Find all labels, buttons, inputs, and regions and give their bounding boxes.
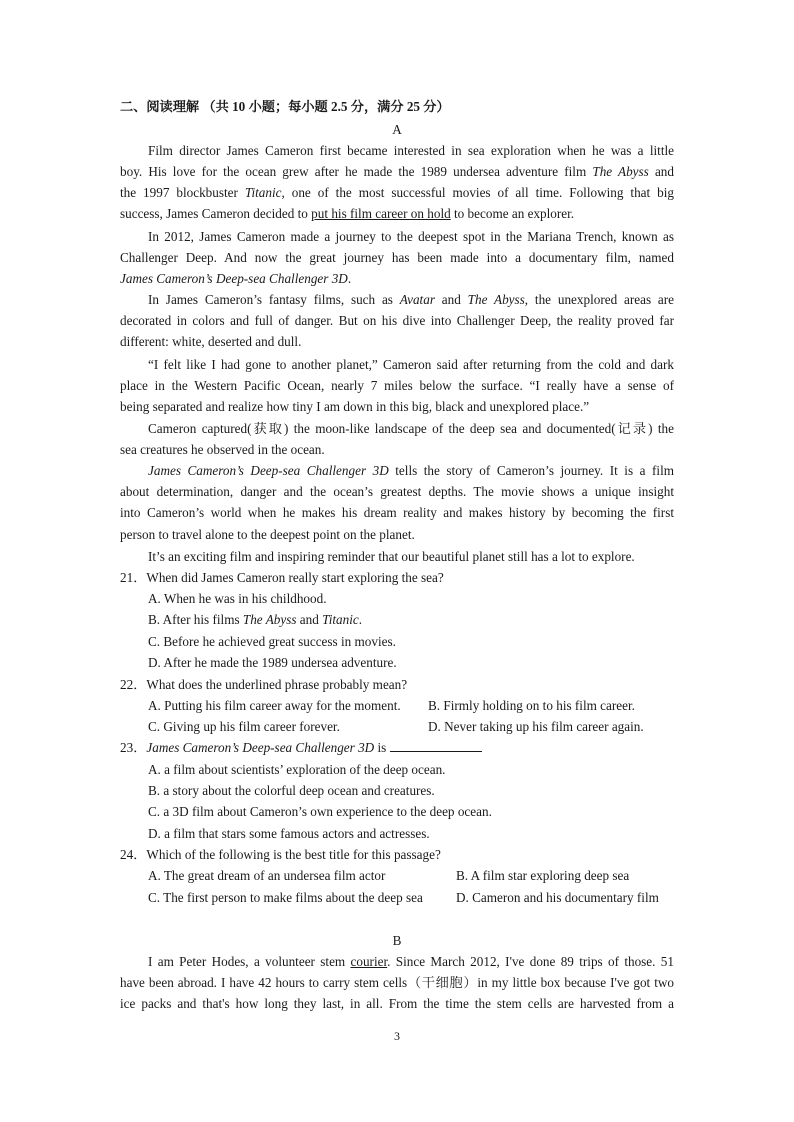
passage-a-p3-line2: decorated in colors and full of danger. But on his dive into Challenger Deep, the reality proved far [120,313,674,328]
question-23-option-d[interactable]: D. a film that stars some famous actors and actresses. [148,826,430,841]
question-24-option-c[interactable]: C. The first person to make films about the deep sea [148,890,423,905]
question-23-stem: 23．James Cameron’s Deep-sea Challenger 3D is [120,738,482,758]
passage-a-p4-line2: place in the Western Pacific Ocean, nearly 7 miles below the surface. “I really have a sense of [120,378,674,393]
underlined-phrase: put his film career on hold [311,206,451,221]
answer-blank[interactable] [390,739,482,752]
passage-a-p5-line1: Cameron captured(获取) the moon-like landscape of the deep sea and documented(记录) the [148,421,674,436]
question-24-stem: 24．Which of the following is the best title for this passage? [120,847,441,862]
passage-a-p2-line2: Challenger Deep. And now the great journey has been made into a documentary film, named [120,250,674,265]
question-22-option-b[interactable]: B. Firmly holding on to his film career. [428,698,635,713]
passage-a-p6-line2: about determination, danger and the ocean’s greatest depths. The movie shows a unique insight [120,484,674,499]
passage-a-p7: It’s an exciting film and inspiring reminder that our beautiful planet still has a lot to explore. [148,549,635,564]
question-23-option-a[interactable]: A. a film about scientists’ exploration of the deep ocean. [148,762,446,777]
question-22-option-a[interactable]: A. Putting his film career away for the moment. [148,698,401,713]
passage-a-p1-line2: boy. His love for the ocean grew after he made the 1989 undersea adventure film The Abyss and [120,164,674,179]
passage-a-p3-line3: different: white, deserted and dull. [120,334,302,349]
question-24-option-a[interactable]: A. The great dream of an undersea film actor [148,868,386,883]
question-24-option-d[interactable]: D. Cameron and his documentary film [456,890,659,905]
passage-b-line1: I am Peter Hodes, a volunteer stem courier. Since March 2012, I've done 89 trips of those. 51 [148,954,674,969]
passage-b-line3: ice packs and that's how long they last, in all. From the time the stem cells are harvested from a [120,996,674,1011]
page-number: 3 [394,1029,400,1043]
passage-a-p4-line3: being separated and realize how tiny I am down in this big, black and unexplored place.” [120,399,590,414]
passage-a-p4-line1: “I felt like I had gone to another planet,” Cameron said after returning from the cold and dark [148,357,674,372]
passage-a-p2-line1: In 2012, James Cameron made a journey to the deepest spot in the Mariana Trench, known as [148,229,674,244]
question-23-option-b[interactable]: B. a story about the colorful deep ocean and creatures. [148,783,435,798]
question-22-option-d[interactable]: D. Never taking up his film career again. [428,719,644,734]
passage-a-p6-line3: into Cameron’s world when he makes his dream reality and makes history by becoming the first [120,505,674,520]
passage-a-p1-line1: Film director James Cameron first became interested in sea exploration when he was a little [148,143,674,158]
question-21-option-d[interactable]: D. After he made the 1989 undersea adventure. [148,655,397,670]
passage-a-p6-line1: James Cameron’s Deep-sea Challenger 3D tells the story of Cameron’s journey. It is a film [148,463,674,478]
section-heading: 二、阅读理解 （共 10 小题；每小题 2.5 分，满分 25 分） [120,99,450,114]
question-21-option-c[interactable]: C. Before he achieved great success in movies. [148,634,396,649]
question-21-option-b[interactable]: B. After his films The Abyss and Titanic. [148,612,363,627]
passage-a-p6-line4: person to travel alone to the deepest point on the planet. [120,527,415,542]
question-24-option-b[interactable]: B. A film star exploring deep sea [456,868,630,883]
question-22-stem: 22．What does the underlined phrase probably mean? [120,677,408,692]
passage-a-p3-line1: In James Cameron’s fantasy films, such as Avatar and The Abyss, the unexplored areas are [148,292,675,307]
question-22-option-c[interactable]: C. Giving up his film career forever. [148,719,340,734]
question-23-option-c[interactable]: C. a 3D film about Cameron’s own experience to the deep ocean. [148,804,492,819]
passage-a-p2-line3: James Cameron’s Deep-sea Challenger 3D. [120,271,352,286]
question-21-stem: 21．When did James Cameron really start exploring the sea? [120,570,444,585]
passage-b-line2: have been abroad. I have 42 hours to carry stem cells（干细胞）in my little box because I've got two [120,975,674,990]
passage-a-p1-line4: success, James Cameron decided to put his film career on hold to become an explorer. [120,206,575,221]
passage-b-label: B [392,933,402,948]
question-21-option-a[interactable]: A. When he was in his childhood. [148,591,327,606]
passage-a-p1-line3: the 1997 blockbuster Titanic, one of the most successful movies of all time. Following that big [120,185,674,200]
passage-a-label: A [392,122,402,137]
passage-a-p5-line2: sea creatures he observed in the ocean. [120,442,325,457]
